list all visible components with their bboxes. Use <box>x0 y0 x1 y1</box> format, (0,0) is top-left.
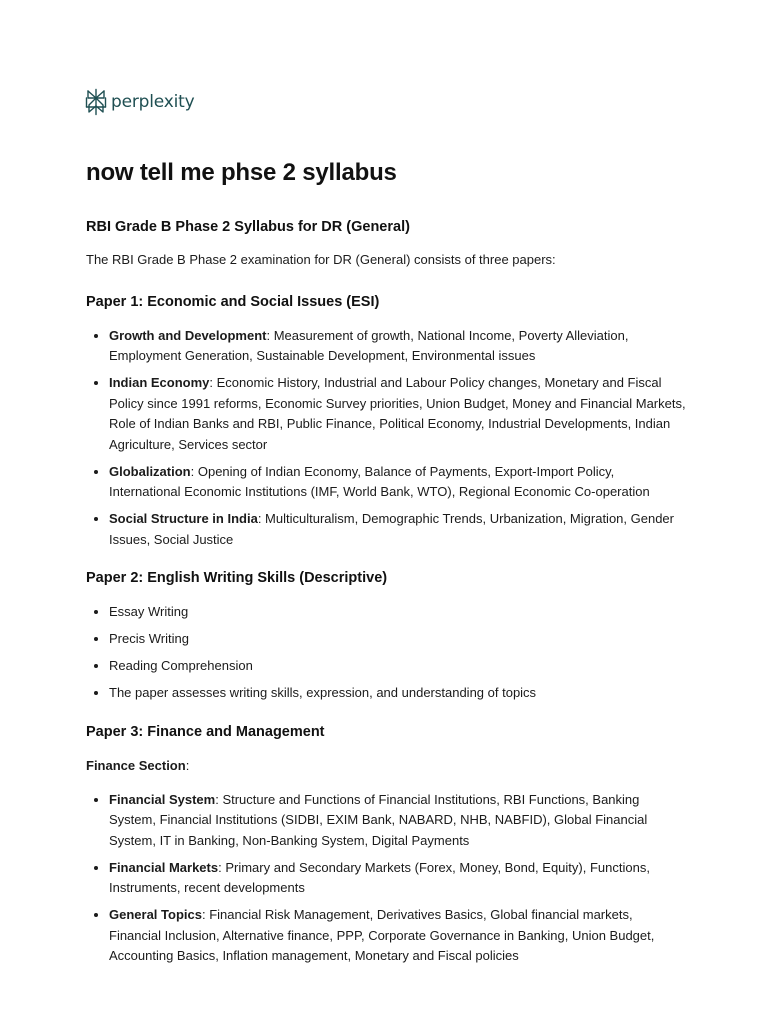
list-item-label: Globalization <box>109 463 191 479</box>
list-item: • Essay Writing <box>109 602 686 623</box>
list-item-text: : Multiculturalism, Demographic Trends, Urbanization, Migration, Gender Issues, Social Justice <box>109 511 674 547</box>
subsection-label: Finance Section <box>86 757 186 773</box>
paper-1-list <box>86 326 686 551</box>
finance-section-label <box>86 756 686 776</box>
list-item-label: Growth and Development <box>109 327 267 343</box>
list-item <box>109 905 686 967</box>
list-item <box>109 462 686 503</box>
paper-2-heading: Paper 2: English Writing Skills (Descriptive) <box>86 570 388 586</box>
list-item-text: : Financial Risk Management, Derivatives Basics, Global financial markets, Financial Inclusion, Alternative finance, PPP, Corporate Governance in Banking, Union Budget, Accounting Basics, Inflation management, Monetary and Fiscal policies <box>109 907 655 963</box>
answer-content <box>86 154 686 984</box>
list-item <box>109 373 686 455</box>
answer-intro: The RBI Grade B Phase 2 examination for DR (General) consists of three papers: <box>86 252 556 267</box>
paper-2-list <box>86 602 686 704</box>
answer-title: RBI Grade B Phase 2 Syllabus for DR (General) <box>86 219 410 235</box>
list-item <box>109 509 686 550</box>
list-item <box>109 326 686 367</box>
subsection-suffix: : <box>185 757 190 773</box>
list-item-text: : Measurement of growth, National Income, Poverty Alleviation, Employment Generation, Sustainable Development, Environmental issues <box>109 327 629 363</box>
paper-1-heading: Paper 1: Economic and Social Issues (ESI) <box>86 293 380 310</box>
list-item-text: : Opening of Indian Economy, Balance of Payments, Export-Import Policy, International Economic Institutions (IMF, World Bank, WTO), Regional Economic Co-operation <box>109 463 650 499</box>
list-item-label: Financial Markets <box>109 859 219 875</box>
question-title: now tell me phse 2 syllabus <box>86 159 397 186</box>
list-item <box>109 858 686 899</box>
list-item: • Precis Writing <box>109 629 686 650</box>
list-item-text: : Primary and Secondary Markets (Forex, Money, Bond, Equity), Functions, Instruments, recent developments <box>109 859 650 895</box>
list-item: • The paper assesses writing skills, expression, and understanding of topics <box>109 683 686 704</box>
list-item-label: Indian Economy <box>109 375 210 390</box>
list-item: • Reading Comprehension <box>109 656 686 677</box>
list-item-label: Social Structure in India <box>109 511 258 526</box>
list-item-label: General Topics <box>109 907 202 922</box>
list-item-label: Financial System <box>109 791 216 807</box>
perplexity-logo-icon <box>85 88 107 116</box>
list-item <box>109 790 686 852</box>
perplexity-logo[interactable] <box>85 88 194 116</box>
paper-3-list <box>86 790 686 967</box>
list-item-text: : Structure and Functions of Financial Institutions, RBI Functions, Banking System, Financial Institutions (SIDBI, EXIM Bank, NABARD, NHB, NABFID), Global Financial System, IT in Banking, Non-Banking System, Digital Payments <box>109 791 648 848</box>
brand-name: perplexity <box>111 92 195 112</box>
list-item-text: : Economic History, Industrial and Labour Policy changes, Monetary and Fiscal Policy since 1991 reforms, Economic Survey priorities, Union Budget, Money and Financial Markets, Role of Indian Banks and RBI, Public Finance, Political Economy, Industrial Developments, Indian Agriculture, Services sector <box>109 375 686 452</box>
paper-3-heading: Paper 3: Finance and Management <box>86 723 325 740</box>
